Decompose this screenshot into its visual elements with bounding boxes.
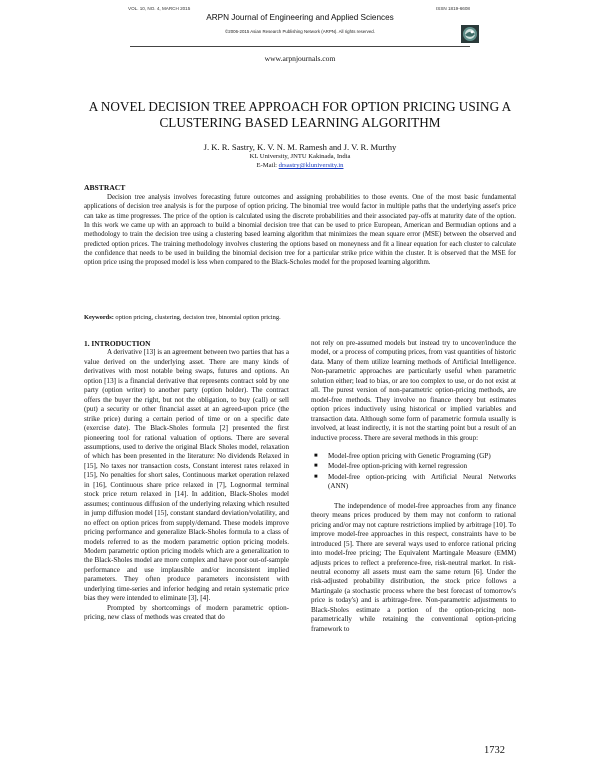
paper-title [60,99,540,131]
body-paragraph: not rely on pre-assumed models but instead try to uncover/induce the model, or a process of computing prices, from vast quantities of historic data. Many of them utilize learning methods of Artificial Intelligence. Non-parametric approaches are particularly useful when parametric solution either; lead to bias, or are too complex to use, or do not exist at all. The purest version of non-parametric option-pricing methods, are model-free methods. They involve no finance theory but estimates option prices inductively using historical or implied variables and transaction data. Although some form of parametric formula usually is involved, at least indirectly, it is not the starting point but a result of an inductive process. There are several methods in this group: [311,339,516,442]
keywords-list: option pricing, clustering, decision tree, binomial option pricing. [113,314,281,321]
journal-name: ARPN Journal of Engineering and Applied Sciences [206,13,394,22]
body-paragraph: A derivative [13] is an agreement between two parties that has a value derived on the underlying asset. There are many kinds of derivatives with most notable being swaps, futures and options. An option [13] is a financial derivative that represents contract sold by one party (option writer) to another party (option holder). The contract offers the buyer the right, but not the obligation, to buy (call) or sell (put) a security or other financial asset at an agreed-upon price (the strike price) during a certain period of time or on a specific date (exercise date). The Black-Sholes formula [2] presented the first pioneering tool for rational valuation of options. There are several assumptions, used to derive the original Black Sholes model, relaxation of which has been presented in the literature: No dividends Relaxed in [15], No taxes nor transaction costs, Constant interest rates relaxed in [15], No penalties for short sales, Continuous market operation relaxed in [16], Continuous share price relaxed in [7], Lognormal terminal stock price return relaxed in [14]. In addition, Black-Sholes model assumes; continuous diffusion of the underlying relaxing which resulted in jump diffusion model [15], constant standard deviation/volatility, and no effect on option prices from supply/demand. These models improve pricing performance and generalize Black-Sholes formula to a class of models referred to as the modern parametric option pricing models. Modern parametric option pricing models which are a generalization to the Black-Sholes model are more complex and have poor out-of-sample performance and use implausible and/or inconsistent implied parameters. They often produce parameters inconsistent with underlying time-series and inferior hedging and retain systematic price bias they were intended to eliminate [3], [4]. [84,348,289,603]
email-label: E-Mail: [256,162,279,169]
journal-logo-icon [461,25,479,43]
methods-list [311,452,516,492]
body-paragraph: The independence of model-free approaches from any finance theory means prices produced by them may not conform to rational pricing and/or may not capture restrictions implied by arbitrage [10]. To improve model-free approaches in this respect, constraints have to be introduced [5]. There are several ways used to enforce rational pricing into model-free pricing; The Equivalent Martingale Measure (EMM) adjusts prices to reflect a preference-free, risk-neutral market. In risk-neutral economy all assets must earn the same return [6]. Under the risk-adjusted probability distribution, the stock price follows a Martingale (a stochastic process where the best forecast of tomorrow's price is today's) and is arbitrage-free. Non-parametric adjustments to Black-Sholes estimate a portion of the option-pricing non-parametrically while retaining the conventional option-pricing framework to [311,501,516,633]
bullet-icon: ■ [314,463,318,470]
title-line: CLUSTERING BASED LEARNING ALGORITHM [159,115,441,130]
contact-email [0,162,600,169]
journal-url[interactable]: www.arpnjournals.com [264,54,336,63]
page-number: 1732 [484,745,505,756]
list-item: ■ Model-free option-pricing with Artificial Neural Networks (ANN) [314,472,516,491]
list-item: ■ Model-free option-pricing with kernel regression [314,462,468,471]
affiliation: KL University, JNTU Kakinada, India [249,153,351,160]
abstract-heading: ABSTRACT [84,183,126,192]
volume-issue: VOL. 10, NO. 4, MARCH 2015 [128,6,191,11]
issn: ISSN 1819-6608 [436,6,470,11]
keywords-label: Keywords: [84,314,114,321]
bullet-icon: ■ [314,473,318,480]
list-item: ■ Model-free option pricing with Genetic Programing (GP) [314,451,491,460]
body-column-left [84,339,289,623]
keywords [84,314,516,321]
authors: J. K. R. Sastry, K. V. N. M. Ramesh and J. V. R. Murthy [203,142,397,152]
section-heading: 1. INTRODUCTION [84,339,151,348]
email-link[interactable]: drsastry@kluniversity.in [278,162,344,169]
bullet-icon: ■ [314,452,318,459]
body-paragraph: Prompted by shortcomings of modern parametric option-pricing, new class of methods was created that do [84,603,289,622]
title-line: A NOVEL DECISION TREE APPROACH FOR OPTION PRICING USING A [88,99,512,114]
body-column-right [311,339,516,634]
copyright-notice: ©2006-2015 Asian Research Publishing Network (ARPN). All rights reserved. [225,29,375,34]
abstract-text: Decision tree analysis involves forecasting future outcomes and assigning probabilities to those events. One of the most basic fundamental applications of decision tree analysis is for the purpose of option pricing. The binomial tree would factor in multiple paths that the underlying asset's price can take as time progresses. The price of the option is calculated using the discrete probabilities and their associated pay-offs at maturity date of the option. In this work we came up with an approach to build a binomial decision tree that can be used to price European, American and Bermudian options and a methodology to train the decision tree using a clustering based learning algorithm that minimizes the mean square error (MSE) between the observed and predicted option prices. The training methodology involves clustering the options based on moneyness and fit a linear equation for each cluster to calculate the confidence that needs to be used in building the binomial decision tree for a particular strike price within the cluster. It is observed that the MSE for option price using the proposed model is less when compared to the Black-Scholes model for the proposed learning algorithm. [84,194,516,267]
header-rule [130,46,470,47]
